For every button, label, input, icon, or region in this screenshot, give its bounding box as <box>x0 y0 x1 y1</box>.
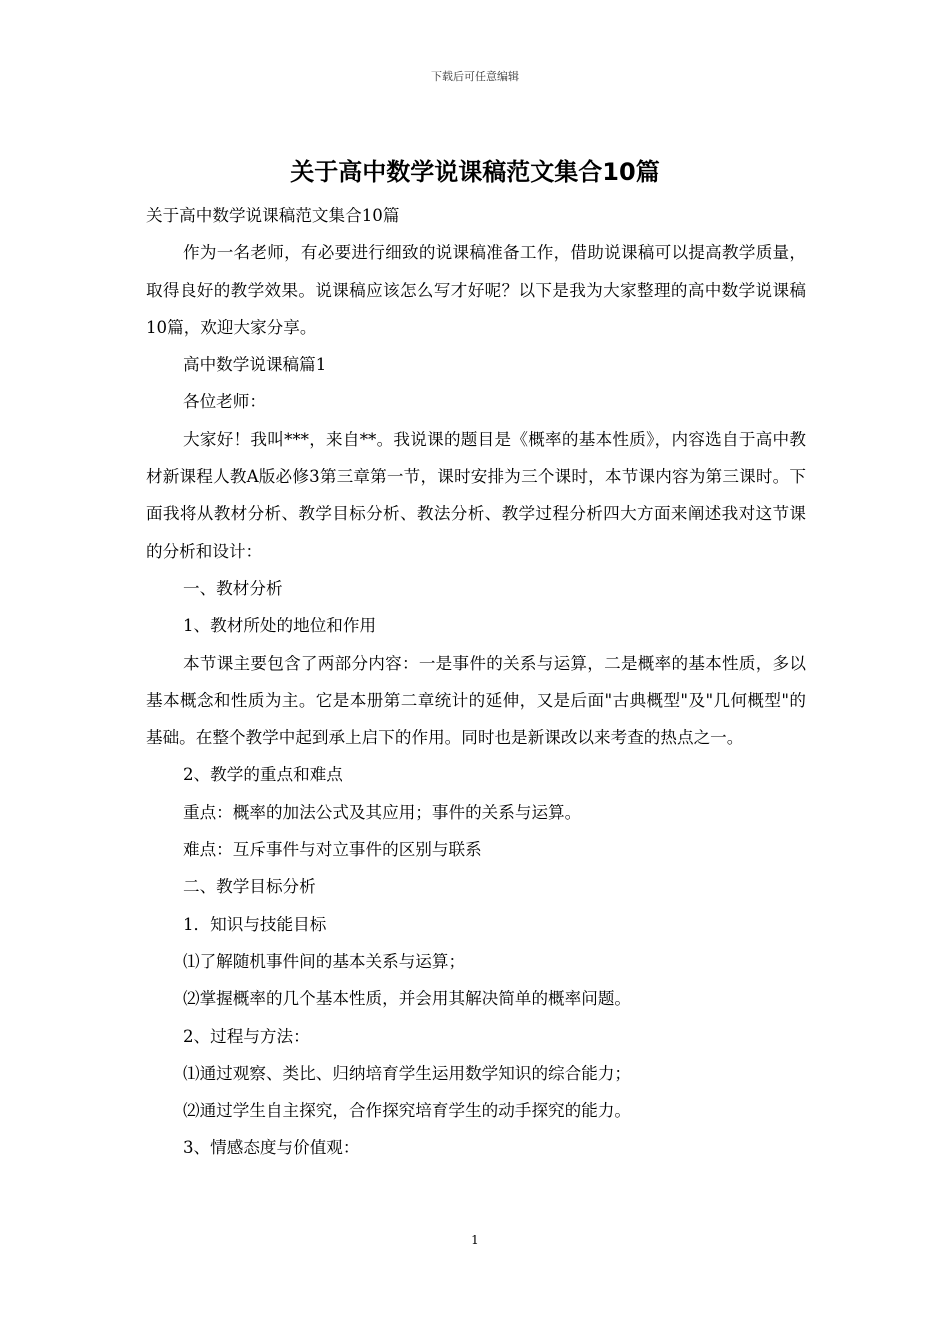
page-number: 1 <box>471 1233 479 1247</box>
paragraph-key-points: 重点：概率的加法公式及其应用；事件的关系与运算。 <box>183 802 582 822</box>
document-body <box>146 197 806 1167</box>
paragraph-greeting: 各位老师： <box>183 392 266 412</box>
paragraph-section-1: 一、教材分析 <box>183 578 283 598</box>
paragraph-item-2: ⑵掌握概率的几个基本性质，并会用其解决简单的概率问题。 <box>183 989 632 1009</box>
document-title: 关于高中数学说课稿范文集合10篇 <box>290 158 660 186</box>
paragraph-section-2-1: 1．知识与技能目标 <box>183 914 327 934</box>
paragraph-section-2-3: 3、情感态度与价值观： <box>183 1138 360 1158</box>
paragraph-subtitle: 关于高中数学说课稿范文集合10篇 <box>146 206 400 225</box>
paragraph-content: 本节课主要包含了两部分内容：一是事件的关系与运算，二是概率的基本性质，多以基本概念和性质为主。它是本册第二章统计的延伸，又是后面"古典概型"及"几何概型"的基础。在整个教学中起到承上启下的作用。同时也是新课改以来考查的热点之一。 <box>146 653 806 748</box>
paragraph-section-1-2: 2、教学的重点和难点 <box>183 765 343 785</box>
header-note: 下载后可任意编辑 <box>431 70 519 83</box>
paragraph-section-2-2: 2、过程与方法： <box>183 1026 310 1046</box>
paragraph-heading-lesson-1: 高中数学说课稿篇1 <box>183 355 327 375</box>
paragraph-section-2: 二、教学目标分析 <box>183 877 316 897</box>
paragraph-item-1: ⑴了解随机事件间的基本关系与运算； <box>183 951 466 971</box>
paragraph-difficulties: 难点：互斥事件与对立事件的区别与联系 <box>183 840 482 860</box>
paragraph-intro: 作为一名老师，有必要进行细致的说课稿准备工作，借助说课稿可以提高教学质量，取得良好的教学效果。说课稿应该怎么写才好呢？以下是我为大家整理的高中数学说课稿10篇，欢迎大家分享。 <box>146 243 806 337</box>
paragraph-self-intro: 大家好！我叫***，来自**。我说课的题目是《概率的基本性质》，内容选自于高中教材新课程人教A版必修3第三章第一节，课时安排为三个课时，本节课内容为第三课时。下面我将从教材分析、教学目标分析、教法分析、教学过程分析四大方面来阐述我对这节课的分析和设计： <box>146 429 806 561</box>
paragraph-item-4: ⑵通过学生自主探究，合作探究培育学生的动手探究的能力。 <box>183 1101 632 1121</box>
paragraph-item-3: ⑴通过观察、类比、归纳培育学生运用数学知识的综合能力； <box>183 1063 632 1083</box>
paragraph-section-1-1: 1、教材所处的地位和作用 <box>183 616 377 636</box>
